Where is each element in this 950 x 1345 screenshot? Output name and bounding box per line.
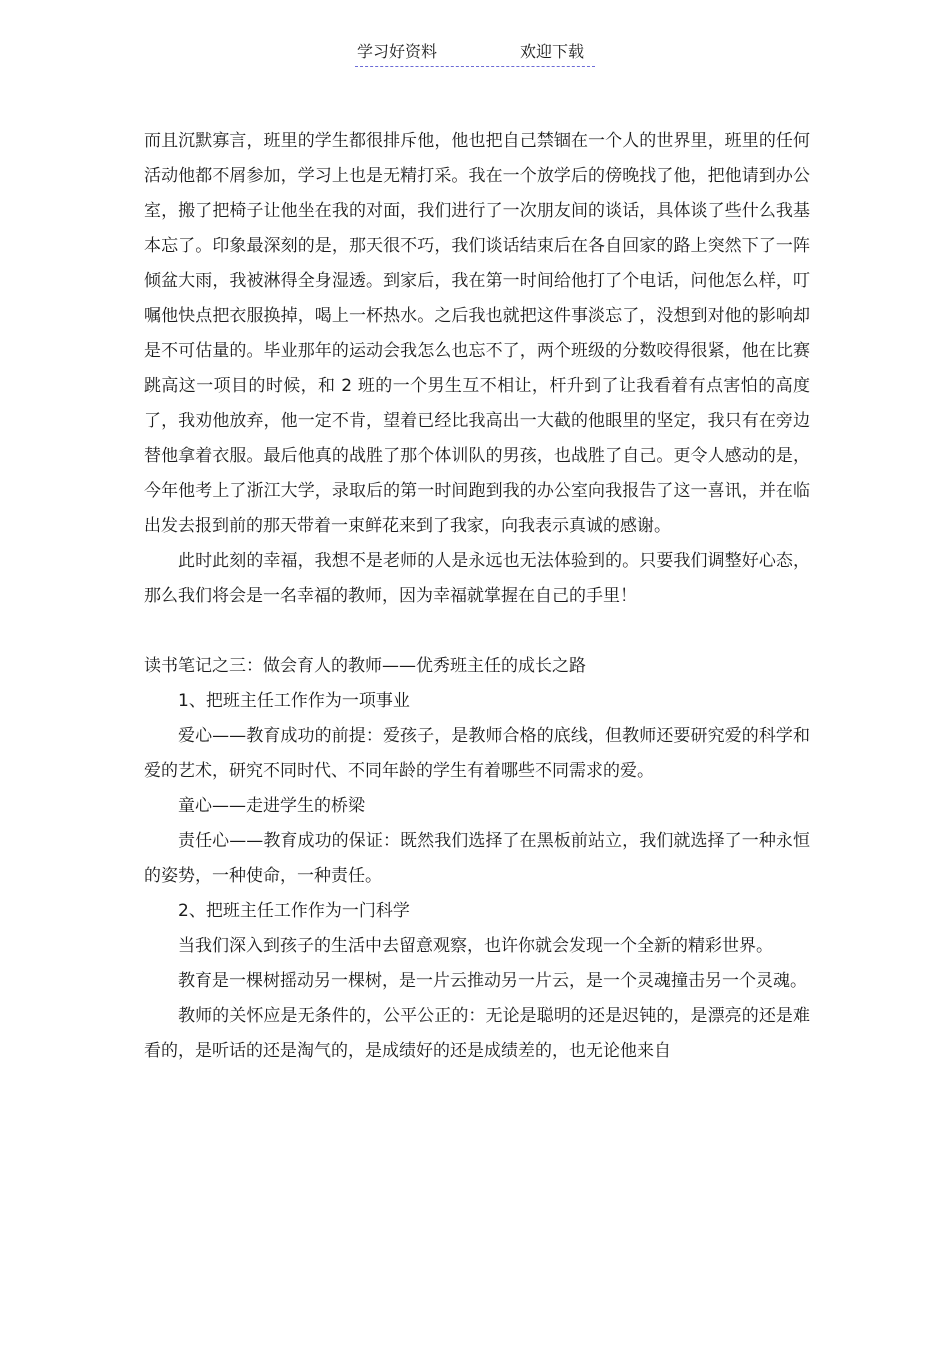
section-spacer [144,614,810,649]
paragraph-love: 爱心——教育成功的前提：爱孩子，是教师合格的底线，但教师还要研究爱的科学和爱的艺术，研究不同时代、不同年龄的学生有着哪些不同需求的爱。 [144,726,810,781]
section-title: 读书笔记之三：做会育人的教师——优秀班主任的成长之路 [144,656,586,676]
paragraph-happiness: 此时此刻的幸福，我想不是老师的人是永远也无法体验到的。只要我们调整好心态，那么我们将会是一名幸福的教师，因为幸福就掌握在自己的手里！ [144,551,810,606]
paragraph-responsibility: 责任心——教育成功的保证：既然我们选择了在黑板前站立，我们就选择了一种永恒的姿势，一种使命，一种责任。 [144,831,810,886]
subheading-science: 2、把班主任工作作为一门科学 [178,901,410,921]
header-left-text: 学习好资料 [357,42,438,61]
paragraph-story: 而且沉默寡言，班里的学生都很排斥他，他也把自己禁锢在一个人的世界里，班里的任何活动他都不屑参加，学习上也是无精打采。我在一个放学后的傍晚找了他，把他请到办公室，搬了把椅子让他坐在我的对面，我们进行了一次朋友间的谈话，具体谈了些什么我基本忘了。印象最深刻的是，那天很不巧，我们谈话结束后在各自回家的路上突然下了一阵倾盆大雨，我被淋得全身湿透。到家后，我在第一时间给他打了个电话，问他怎么样，叮嘱他快点把衣服换掉，喝上一杯热水。之后我也就把这件事淡忘了，没想到对他的影响却是不可估量的。毕业那年的运动会我怎么也忘不了，两个班级的分数咬得很紧，他在比赛跳高这一项目的时候，和 2 班的一个男生互不相让，杆升到了让我看着有点害怕的高度了，我劝他放弃，他一定不肯，望着已经比我高出一大截的他眼里的坚定，我只有在旁边替他拿着衣服。最后他真的战胜了那个体训队的男孩，也战胜了自己。更令人感动的是，今年他考上了浙江大学，录取后的第一时间跑到我的办公室向我报告了这一喜讯，并在临出发去报到前的那天带着一束鲜花来到了我家，向我表示真诚的感谢。 [144,131,810,536]
paragraph-observation: 当我们深入到孩子的生活中去留意观察，也许你就会发现一个全新的精彩世界。 [178,936,773,956]
paragraph-unconditional-care: 教师的关怀应是无条件的，公平公正的：无论是聪明的还是迟钝的，是漂亮的还是难看的，是听话的还是淘气的，是成绩好的还是成绩差的，也无论他来自 [144,1006,810,1061]
paragraph-childlike-heart: 童心——走进学生的桥梁 [178,796,365,816]
header-right-text: 欢迎下载 [520,42,585,61]
paragraph-tree-cloud-soul: 教育是一棵树摇动另一棵树，是一片云推动另一片云，是一个灵魂撞击另一个灵魂。 [178,971,807,991]
subheading-career: 1、把班主任工作作为一项事业 [178,691,410,711]
page-header [355,40,595,67]
document-body [144,124,810,1069]
